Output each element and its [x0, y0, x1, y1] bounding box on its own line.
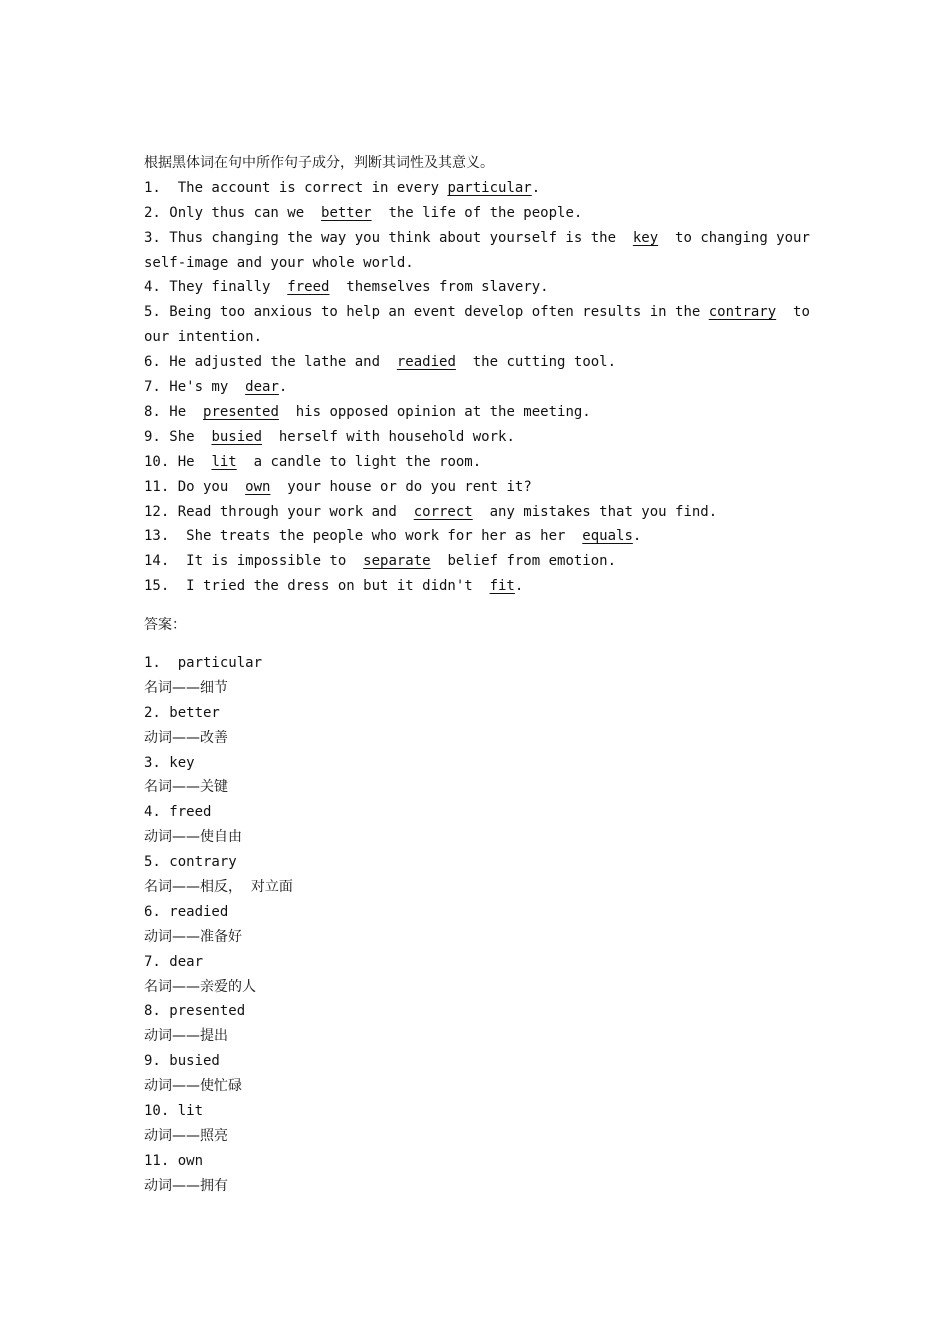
question-text: 14. It is impossible to [144, 553, 364, 570]
question-text: to our intention. [144, 304, 819, 346]
question-item [144, 275, 814, 300]
answer-meaning: 名词——细节 [144, 679, 228, 696]
question-item [144, 375, 814, 400]
answer-meaning: 名词——相反， 对立面 [144, 879, 293, 895]
question-text: a candle to light the room. [236, 453, 482, 470]
answer-word: 6. readied [144, 903, 229, 920]
question-item [144, 201, 814, 226]
answer-word: 9. busied [144, 1053, 220, 1070]
question-text: his opposed opinion at the meeting. [278, 403, 591, 420]
question-text: 13. She treats the people who work for her as her [144, 528, 583, 545]
underlined-word: better [321, 204, 372, 221]
question-text: . [632, 528, 642, 545]
answers-title: 答案： [144, 617, 186, 634]
answer-word: 11. own [144, 1152, 204, 1169]
question-text: 9. She [144, 428, 212, 445]
question-text: 12. Read through your work and [144, 503, 414, 520]
underlined-word: readied [396, 354, 456, 371]
question-text: 3. Thus changing the way you think about yourself is the [144, 229, 633, 246]
question-text: 10. He [144, 453, 212, 470]
question-item [144, 524, 814, 549]
answer-word: 4. freed [144, 804, 212, 821]
question-item [144, 300, 819, 350]
question-item [144, 574, 814, 599]
question-text: . [531, 179, 541, 196]
underlined-word: presented [203, 403, 279, 420]
question-item [144, 500, 814, 525]
answer-meaning: 动词——使自由 [144, 829, 242, 846]
question-text: 8. He [144, 403, 204, 420]
answer-word: 3. key [144, 754, 195, 771]
question-item [144, 400, 814, 425]
question-text: the cutting tool. [455, 354, 617, 371]
underlined-word: equals [582, 528, 633, 545]
question-item [144, 425, 814, 450]
answer-meaning: 名词——关键 [144, 779, 228, 796]
question-text: 15. I tried the dress on but it didn't [144, 578, 490, 595]
question-text: herself with household work. [262, 428, 515, 445]
question-text: 4. They finally [144, 279, 288, 296]
question-item [144, 350, 814, 375]
underlined-word: separate [363, 553, 431, 570]
answer-meaning: 动词——照亮 [144, 1127, 228, 1144]
underlined-word: busied [211, 428, 263, 445]
underlined-word: fit [489, 578, 515, 595]
answer-meaning: 名词——亲爱的人 [144, 978, 256, 995]
underlined-word: correct [413, 503, 473, 520]
answer-word: 8. presented [144, 1003, 246, 1020]
underlined-word: freed [287, 279, 330, 296]
instruction-text: 根据黑体词在句中所作句子成分，判断其词性及其意义。 [144, 155, 494, 171]
answer-meaning: 动词——拥有 [144, 1177, 228, 1194]
question-text: 1. The account is correct in every [144, 179, 448, 196]
answer-list [144, 651, 814, 1199]
question-item [144, 475, 814, 500]
question-text: 5. Being too anxious to help an event develop often results in the [144, 304, 709, 321]
question-text: any mistakes that you find. [472, 503, 718, 520]
question-text: 2. Only thus can we [144, 204, 322, 221]
underlined-word: contrary [708, 304, 777, 321]
question-item [144, 176, 814, 201]
underlined-word: key [632, 229, 659, 246]
question-text: to changing your self-image and your whole world. [144, 229, 819, 271]
question-text: 7. He's my [144, 379, 246, 396]
underlined-word: dear [245, 379, 279, 396]
answer-meaning: 动词——提出 [144, 1028, 228, 1045]
question-text: belief from emotion. [430, 553, 617, 570]
underlined-word: particular [447, 179, 532, 196]
underlined-word: lit [211, 453, 237, 470]
answer-meaning: 动词——使忙碌 [144, 1078, 242, 1095]
answer-word: 1. particular [144, 654, 263, 671]
answer-meaning: 动词——准备好 [144, 928, 242, 945]
question-item [144, 226, 819, 276]
question-text: the life of the people. [371, 204, 583, 221]
answer-word: 10. lit [144, 1103, 204, 1120]
question-text: 11. Do you [144, 478, 246, 495]
question-item [144, 549, 814, 574]
question-list [144, 176, 819, 599]
answer-meaning: 动词——改善 [144, 729, 228, 746]
answer-word: 5. contrary [144, 854, 237, 871]
question-text: . [514, 578, 524, 595]
underlined-word: own [245, 478, 271, 495]
question-text: 6. He adjusted the lathe and [144, 354, 397, 371]
answer-word: 2. better [144, 704, 220, 721]
question-text: themselves from slavery. [329, 279, 549, 296]
question-text: your house or do you rent it? [270, 478, 532, 495]
answer-word: 7. dear [144, 953, 204, 970]
question-text: . [278, 379, 288, 396]
question-item [144, 450, 814, 475]
document-page [144, 151, 819, 1199]
